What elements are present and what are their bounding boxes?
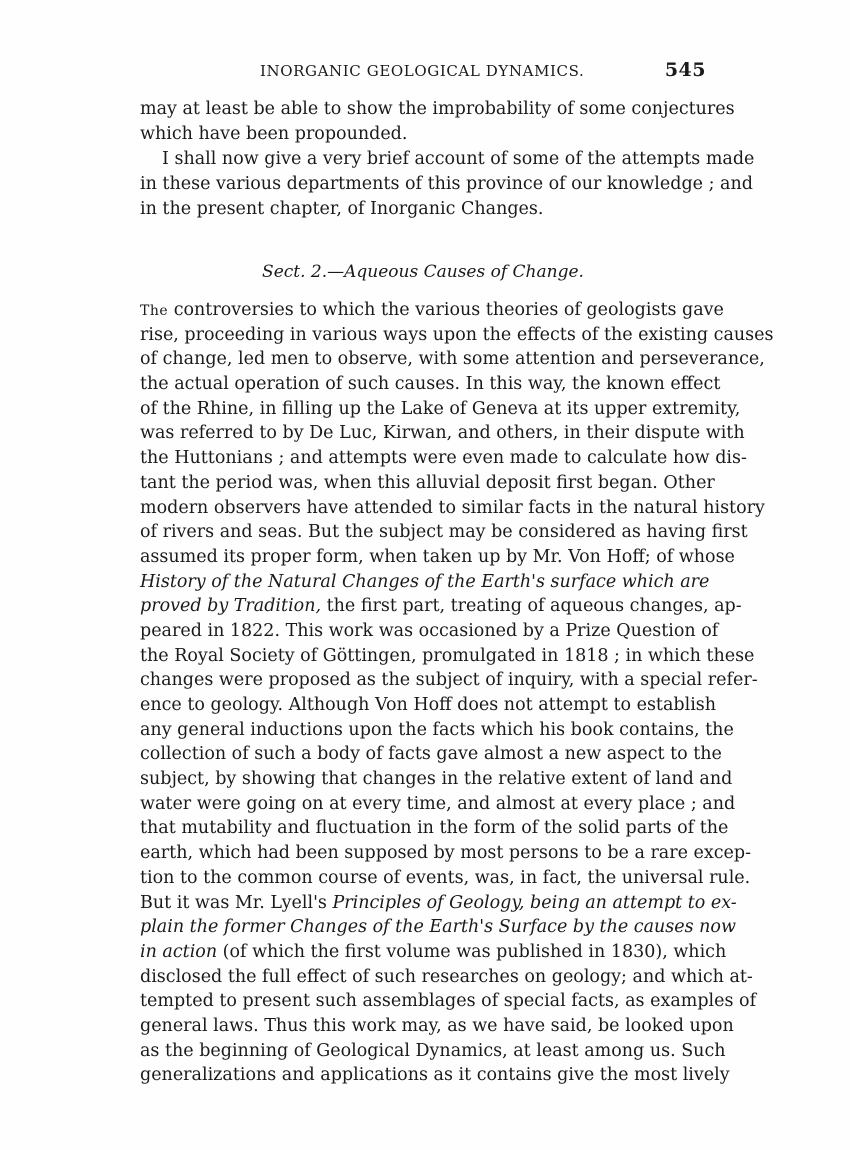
book-title-italic: Principles of Geology, being an attempt to ex- bbox=[332, 892, 737, 913]
line-rest: (of which the first volume was published in 1830), which bbox=[217, 941, 727, 962]
page-header bbox=[140, 59, 706, 86]
text-line: the Royal Society of Göttingen, promulgated in 1818 ; in which these bbox=[140, 645, 755, 666]
text-line: may at least be able to show the improbability of some conjectures bbox=[140, 99, 735, 119]
text-line: tion to the common course of events, was, in fact, the universal rule. bbox=[140, 867, 751, 888]
line-rest: the first part, treating of aqueous changes, ap- bbox=[321, 596, 742, 617]
text-line: as the beginning of Geological Dynamics, at least among us. Such bbox=[140, 1040, 726, 1061]
text-line: ence to geology. Although Von Hoff does not attempt to establish bbox=[140, 695, 717, 715]
text-line: assumed its proper form, when taken up by Mr. Von Hoff; of whose bbox=[140, 546, 735, 567]
text-line: the actual operation of such causes. In this way, the known effect bbox=[140, 374, 721, 395]
text-line: earth, which had been supposed by most persons to be a rare excep- bbox=[140, 843, 752, 864]
text-line: general laws. Thus this work may, as we have said, be looked upon bbox=[140, 1015, 734, 1036]
text-line: which have been propounded. bbox=[140, 123, 408, 144]
text-line: water were going on at every time, and almost at every place ; and bbox=[140, 793, 736, 814]
text-line: in these various departments of this province of our knowledge ; and bbox=[140, 173, 753, 194]
text-line: modern observers have attended to similar facts in the natural history bbox=[140, 497, 765, 518]
drop-word: The bbox=[140, 303, 169, 319]
text-line: peared in 1822. This work was occasioned by a Prize Question of bbox=[140, 620, 719, 641]
text-line: any general inductions upon the facts which his book contains, the bbox=[140, 719, 734, 740]
text-line: was referred to by De Luc, Kirwan, and others, in their dispute with bbox=[140, 423, 745, 444]
book-title-italic: proved by Tradition, bbox=[140, 596, 322, 617]
text-line: the Huttonians ; and attempts were even made to calculate how dis- bbox=[140, 448, 747, 469]
text-line: changes were proposed as the subject of inquiry, with a special refer- bbox=[140, 670, 758, 691]
text-line: I shall now give a very brief account of some of the attempts made bbox=[162, 148, 755, 169]
book-title-italic: in action bbox=[140, 941, 218, 962]
text-line bbox=[140, 940, 727, 965]
text-line bbox=[140, 891, 737, 916]
text-line: tant the period was, when this alluvial deposit first began. Other bbox=[140, 472, 715, 493]
running-head: INORGANIC GEOLOGICAL DYNAMICS. bbox=[260, 62, 585, 80]
line-start: But it was Mr. Lyell's bbox=[140, 892, 333, 913]
text-line: collection of such a body of facts gave almost a new aspect to the bbox=[140, 744, 722, 765]
section-heading: Sect. 2.—Aqueous Causes of Change. bbox=[262, 262, 584, 282]
text-line: that mutability and fluctuation in the form of the solid parts of the bbox=[140, 818, 729, 839]
text-line: generalizations and applications as it contains give the most lively bbox=[140, 1065, 730, 1086]
text-line: disclosed the full effect of such researches on geology; and which at- bbox=[140, 966, 753, 987]
book-title-italic: History of the Natural Changes of the Earth's surface which are bbox=[140, 571, 710, 592]
text-line: tempted to present such assemblages of special facts, as examples of bbox=[140, 991, 757, 1012]
page-number: 545 bbox=[664, 59, 706, 81]
text-line: of change, led men to observe, with some attention and perseverance, bbox=[140, 349, 765, 370]
text-line: rise, proceeding in various ways upon the effects of the existing causes bbox=[140, 324, 774, 345]
text-line: in the present chapter, of Inorganic Changes. bbox=[140, 198, 544, 219]
intro-paragraphs bbox=[140, 97, 755, 221]
text-line bbox=[140, 594, 742, 619]
line-rest: controversies to which the various theories of geologists gave bbox=[168, 300, 724, 320]
text-line bbox=[140, 298, 724, 323]
text-line bbox=[140, 915, 736, 940]
text-line: of rivers and seas. But the subject may be considered as having first bbox=[140, 522, 748, 543]
text-line bbox=[140, 570, 710, 595]
text-line: subject, by showing that changes in the relative extent of land and bbox=[140, 769, 733, 790]
main-paragraph bbox=[140, 298, 774, 1088]
book-title-italic: plain the former Changes of the Earth's Surface by the causes now bbox=[140, 917, 736, 938]
text-line: of the Rhine, in filling up the Lake of Geneva at its upper extremity, bbox=[140, 398, 741, 419]
